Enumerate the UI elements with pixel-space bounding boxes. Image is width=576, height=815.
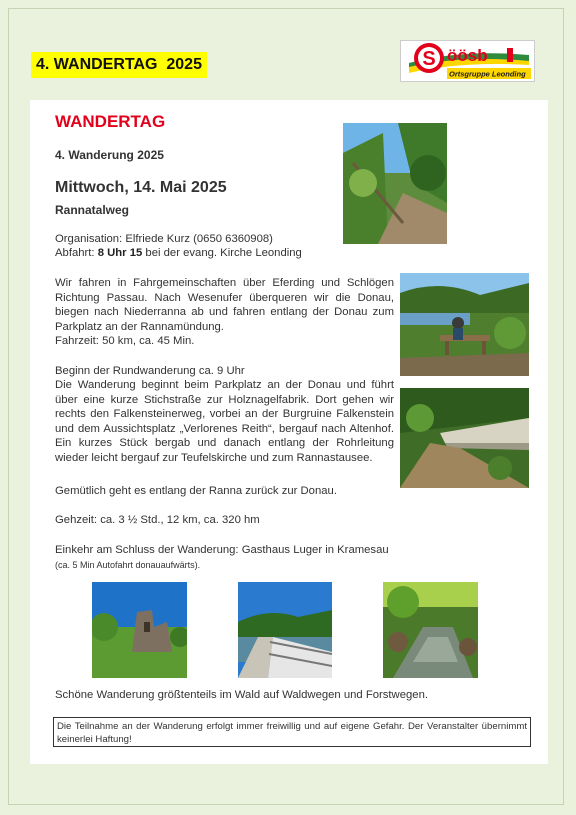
logo-letter: S xyxy=(422,48,436,70)
departure-time: 8 Uhr 15 xyxy=(97,247,143,259)
drive-time-text: Fahrzeit: 50 km, ca. 45 Min. xyxy=(55,335,195,347)
event-date: Mittwoch, 14. Mai 2025 xyxy=(55,179,227,196)
organisation-text: Organisation: Elfriede Kurz (0650 6360908) xyxy=(55,233,273,245)
event-heading: WANDERTAG xyxy=(55,112,166,131)
return-text: Gemütlich geht es entlang der Ranna zurück zur Donau. xyxy=(55,485,337,497)
walking-time-text: Gehzeit: ca. 3 ½ Std., 12 km, ca. 320 hm xyxy=(55,514,260,526)
inn-note: (ca. 5 Min Autofahrt donauaufwärts). xyxy=(55,560,201,570)
pipeline-trail-photo xyxy=(400,388,529,488)
page-header-title: 4. WANDERTAG 2025 xyxy=(31,52,207,78)
rest-bench-photo xyxy=(400,273,529,376)
danube-promenade-photo xyxy=(238,582,332,678)
departure-label: Abfahrt: xyxy=(55,247,98,259)
departure-text xyxy=(55,246,302,261)
ranna-river-photo xyxy=(383,582,478,678)
forest-path-photo xyxy=(343,123,447,244)
event-subtitle: 4. Wanderung 2025 xyxy=(55,148,164,162)
logo-subline: Ortsgruppe Leonding xyxy=(449,69,526,79)
castle-ruin-photo xyxy=(92,582,187,678)
description-paragraph: Die Wanderung beginnt beim Parkplatz an der Donau und führt über eine kurze Stichstraße zur Holznagelfabrik. Dort gehen wir rechts den Falkensteinerweg, vorbei an der Burgruine Falkenstein und dem Aussichtsplatz „Verlorenes Reith“, bergauf nach Altenhof. Ein kurzes Stück bergab und danach entlang der Rohrleitung wieder leicht bergauf zur Teufelskirche und zum Rannastausee. xyxy=(55,379,394,464)
start-text: Beginn der Rundwanderung ca. 9 Uhr xyxy=(55,365,245,377)
inn-text: Einkehr am Schluss der Wanderung: Gasthaus Luger in Kramesau xyxy=(55,544,389,556)
closing-text: Schöne Wanderung größtenteils im Wald auf Waldwegen und Forstwegen. xyxy=(55,689,428,701)
event-route: Rannatalweg xyxy=(55,203,130,217)
oesb-logo xyxy=(400,40,535,82)
disclaimer-box: Die Teilnahme an der Wanderung erfolgt immer freiwillig und auf eigene Gefahr. Der Veranstalter übernimmt keinerlei Haftung! xyxy=(53,717,531,747)
departure-place: bei der evang. Kirche Leonding xyxy=(142,247,302,259)
travel-paragraph: Wir fahren in Fahrgemeinschaften über Eferding und Schlögen Richtung Passau. Nach Wesenufer überqueren wir die Donau, biegen nach Niederranna ab und fahren entlang der Donau zum Parkplatz an der Rannamündung. xyxy=(55,277,394,333)
logo-brand: öösb xyxy=(447,46,488,65)
